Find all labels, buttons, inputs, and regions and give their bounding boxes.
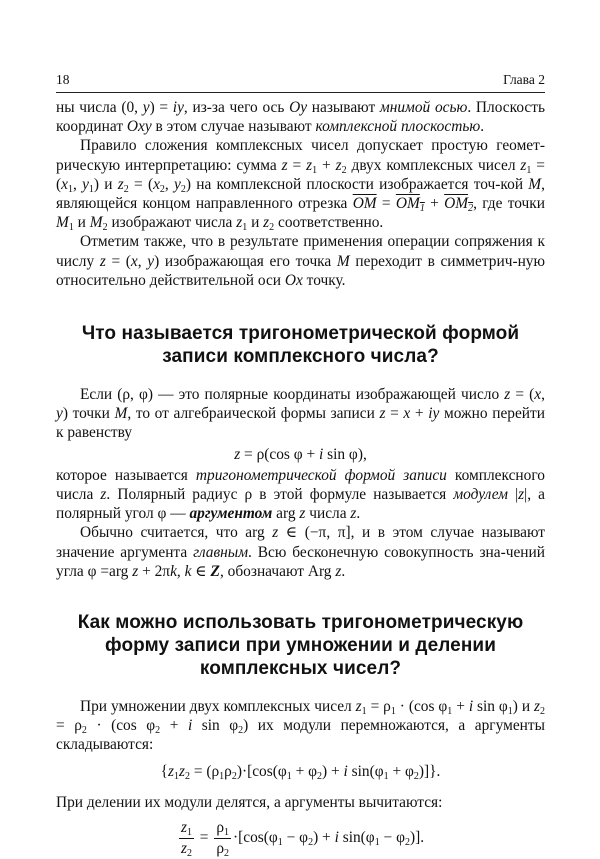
paragraph-1: ны числа (0, y) = iy, из-за чего ось Oy называют мнимой осью. Плоскость координат Oxy в этом случае называют комплексной плоскостью. <box>56 99 545 136</box>
term-imaginary-axis: мнимой осью <box>379 99 468 116</box>
header-rule <box>56 92 545 93</box>
paragraph-2: Правило сложения комплексных чисел допускает простую геомет-рическую интерпретацию: сумма $z = z_1 + z_2$ двух комплексных чисел $z_1 = (x_1$, $y_1$) и $z_2 = (x_2$, $y_2$) на комплексной плоскости изображается точ-кой M, являющейся концом направленного отрезка $\overline{OM} = OM_1 + OM_2$, где точки $M_1$ и $M_2$ изображают числа $z_1$ и $z_2$ соответственно. <box>56 137 545 234</box>
paragraph-3: Отметим также, что в результате применения операции сопряжения к числу z = (x, y) изображающая его точка M переходит в симметрич-ную относительно действительной оси Ox точку. <box>56 233 545 289</box>
paragraph-6: Обычно считается, что arg z ∈ (−π, π], и в этом случае называют значение аргумента главным. Всю бесконечную совокупность зна-чений угла φ =arg z + 2πk, k ∈ Z, обозначают Arg z. <box>56 524 545 580</box>
fraction-z: $\frac{z_1}{z_2}$ <box>180 819 192 859</box>
paragraph-8: При делении их модули делятся, а аргументы вычитаются: <box>56 793 443 811</box>
term-modulus: модулем <box>453 486 508 504</box>
page-header <box>56 72 545 88</box>
term-principal: главным <box>193 543 249 561</box>
section-heading-1: Что называется тригонометрической формой записи комплексного числа? <box>81 323 520 368</box>
term-trig-form: тригонометрической формой записи <box>195 466 447 484</box>
formula-division: $\frac{z_1}{z_2}$ = $\frac{\rho_1}{\rho_2}$ $\cdot[\cos(\varphi_1 - \varphi_2) + i$ $\sin(\varphi_1 - \varphi_2)$]. <box>180 819 425 859</box>
page-number: 18 <box>56 72 70 87</box>
term-argument: аргументом <box>189 505 273 523</box>
formula-trig-form: z = ρ(cos φ + i sin φ), <box>234 445 367 463</box>
paragraph-5: которое называется тригонометрической формой записи комплексного числа z. Полярный радиус ρ в этой формуле называется модулем |z|, а полярный угол φ — аргументом arg z числа z. <box>56 466 546 523</box>
chapter-title: Глава 2 <box>503 72 545 87</box>
fraction-rho: $\frac{\rho_1}{\rho_2}$ <box>216 819 230 859</box>
page-content <box>56 98 545 859</box>
paragraph-7: При умножении двух комплексных чисел $z_1 = \rho_1 \cdot (\cos$ $\varphi_1 + i$ $\sin \varphi_1$) и $z_2 = \rho_2 \cdot (\cos$ $\varphi_2 + i$ $\sin \varphi_2$) их модули перемножаются, а аргументы складываются: <box>56 698 545 754</box>
paragraph-4: Если (ρ, φ) — это полярные координаты изображающей число z = (x, y) точки M, то от алгебраической формы записи z = x + iy можно перейти к равенству <box>56 386 545 442</box>
formula-multiplication: {$z_1z_2 = (\rho_1\rho_2)\cdot[\cos(\varphi_1 + \varphi_2) + i$ $\sin(\varphi_1 + \varphi_2)$]}. <box>160 762 441 782</box>
term-complex-plane: комплексной плоскостью <box>315 118 481 136</box>
section-heading-2: Как можно использовать тригонометрическую форму записи при умножении и делении комплексных чисел? <box>77 612 524 680</box>
